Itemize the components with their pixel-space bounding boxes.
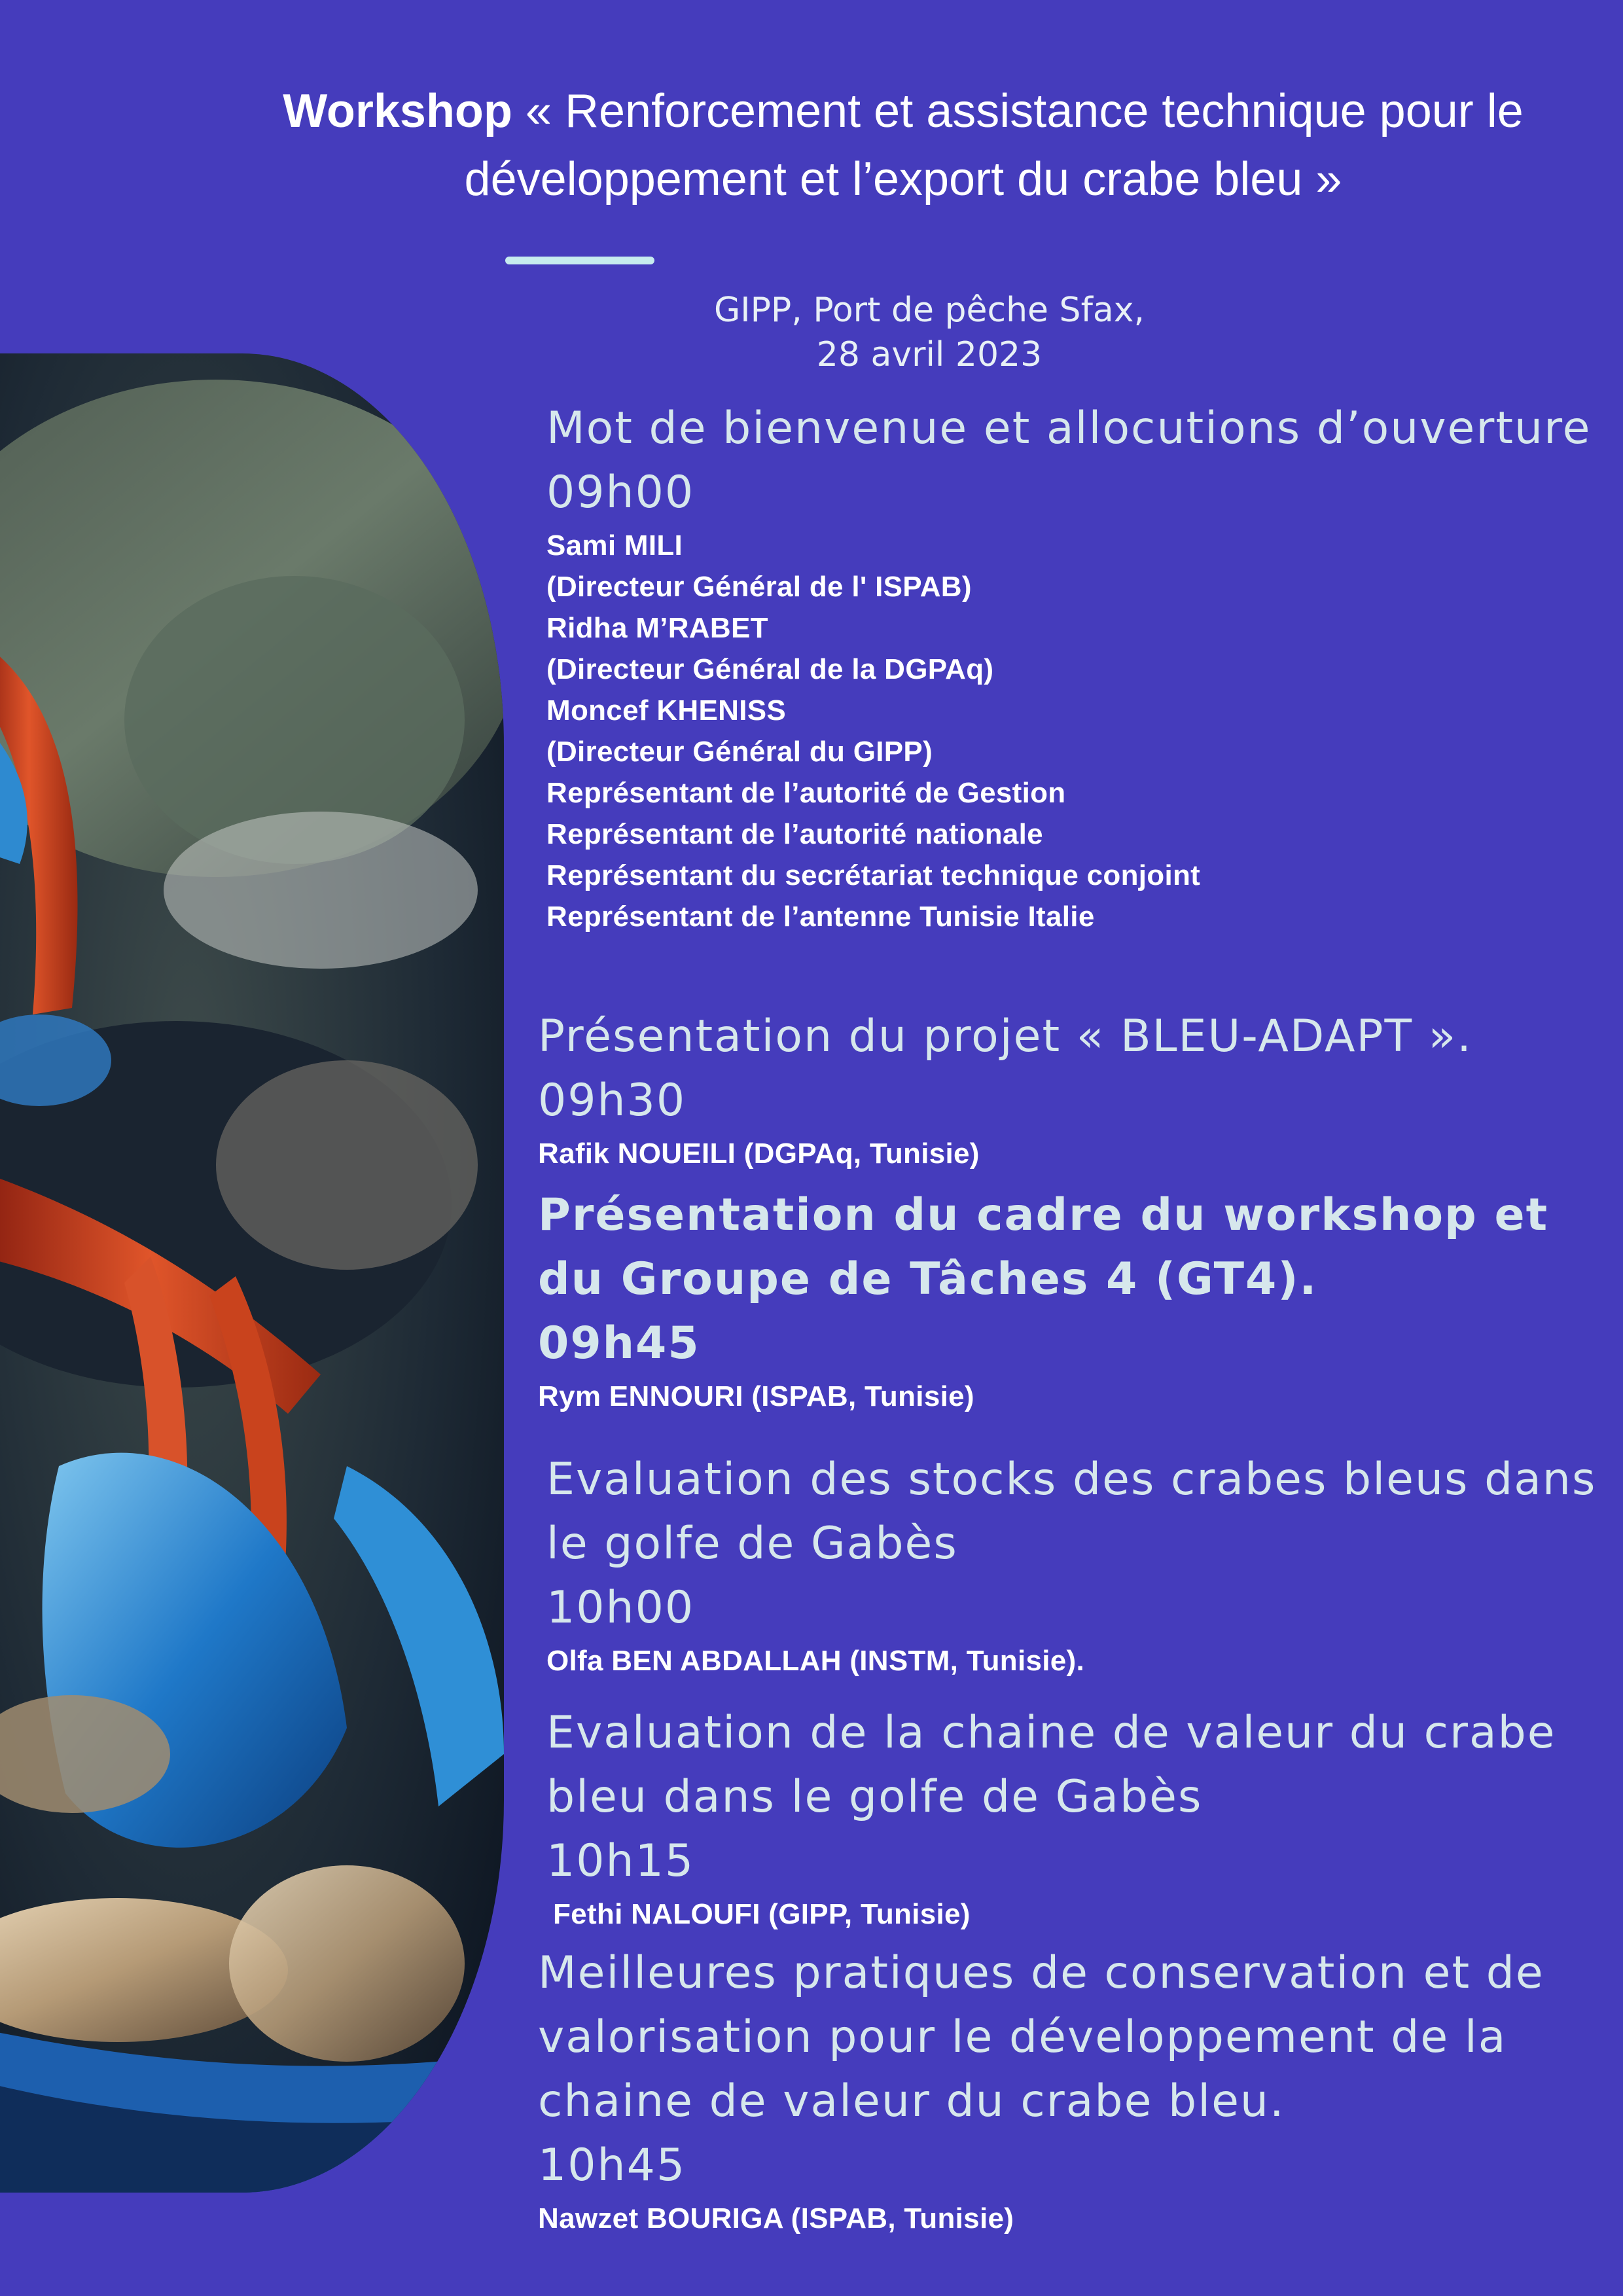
session-time: 09h00 [546, 467, 695, 518]
speaker-line: Représentant de l’autorité nationale [546, 818, 1043, 850]
session-workshop-framework [538, 1183, 1598, 1417]
event-date: 28 avril 2023 [816, 335, 1043, 374]
speaker-line: Rafik NOUEILI (DGPAq, Tunisie) [538, 1138, 980, 1170]
venue-block [589, 288, 1270, 377]
workshop-title [196, 77, 1610, 213]
title-divider [505, 257, 654, 264]
session-title: Mot de bienvenue et allocutions d’ouverture [546, 403, 1592, 454]
speaker-line: Ridha M’RABET [546, 612, 768, 644]
blue-crab-photo [0, 353, 504, 2193]
speaker-line: Moncef KHENISS [546, 694, 787, 726]
session-time: 09h45 [538, 1318, 700, 1369]
speaker-line: (Directeur Général de l' ISPAB) [546, 571, 972, 603]
session-value-chain [546, 1701, 1600, 1935]
speaker-line: (Directeur Général du GIPP) [546, 736, 933, 768]
session-time: 09h30 [538, 1075, 687, 1126]
session-time: 10h00 [546, 1582, 695, 1634]
session-title: Evaluation de la chaine de valeur du crabe bleu dans le golfe de Gabès [546, 1707, 1556, 1823]
speaker-line: Représentant de l’antenne Tunisie Italie [546, 901, 1095, 933]
speaker-line: Olfa BEN ABDALLAH (INSTM, Tunisie). [546, 1645, 1085, 1677]
session-title: Evaluation des stocks des crabes bleus dans le golfe de Gabès [546, 1454, 1597, 1570]
session-title: Présentation du projet « BLEU-ADAPT ». [538, 1011, 1472, 1062]
speaker-line: Représentant de l’autorité de Gestion [546, 777, 1066, 809]
speaker-line: Rym ENNOURI (ISPAB, Tunisie) [538, 1380, 974, 1412]
session-title: Présentation du cadre du workshop et du Groupe de Tâches 4 (GT4). [538, 1189, 1549, 1305]
speaker-line: Fethi NALOUFI (GIPP, Tunisie) [553, 1898, 971, 1930]
session-opening [546, 397, 1594, 937]
session-time: 10h45 [538, 2140, 687, 2191]
venue-location: GIPP, Port de pêche Sfax, [713, 291, 1145, 330]
speaker-line: (Directeur Général de la DGPAq) [546, 653, 994, 685]
session-time: 10h15 [546, 1835, 695, 1887]
speaker-line: Représentant du secrétariat technique conjoint [546, 859, 1201, 891]
speaker-list [546, 525, 1594, 937]
title-text: « Renforcement et assistance technique pour le développement et l’export du crabe bleu » [464, 85, 1524, 206]
speaker-line: Nawzet BOURIGA (ISPAB, Tunisie) [538, 2202, 1014, 2234]
session-stock-evaluation [546, 1448, 1600, 1681]
session-title: Meilleures pratiques de conservation et de valorisation pour le développement de la chaine de valeur du crabe bleu. [538, 1947, 1544, 2127]
session-best-practices [538, 1941, 1598, 2239]
session-bleu-adapt [538, 1005, 1611, 1174]
title-bold: Workshop [283, 85, 512, 137]
speaker-line: Sami MILI [546, 529, 683, 562]
